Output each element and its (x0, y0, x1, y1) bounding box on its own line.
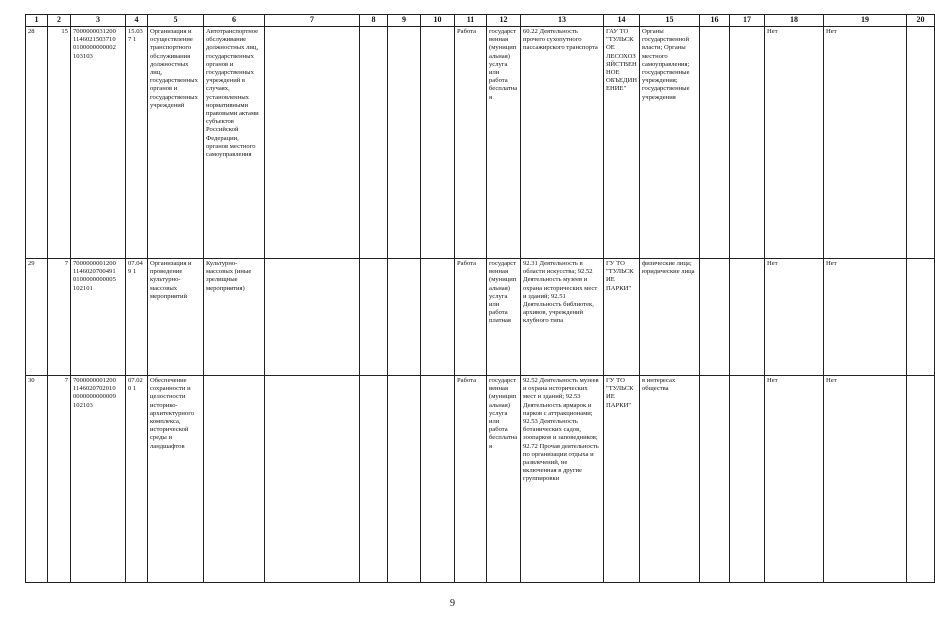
header-cell: 14 (604, 15, 640, 27)
header-cell: 13 (521, 15, 604, 27)
header-cell: 3 (71, 15, 126, 27)
table-cell: государственная (муниципальная) услуга или работа платная (487, 259, 521, 376)
header-cell: 5 (148, 15, 204, 27)
table-cell: 07.049 1 (126, 259, 148, 376)
activity-codes: 60.22 Деятельность прочего сухопутного пассажирского транспорта (521, 27, 604, 259)
table-cell: государственная (муниципальная) услуга или работа бесплатная (487, 27, 521, 259)
table-cell (388, 376, 421, 583)
page-number: 9 (450, 598, 455, 609)
table-cell (388, 27, 421, 259)
table-cell: Нет (824, 259, 907, 376)
table-cell: Работа (455, 27, 487, 259)
institution-name: ГУ ТО "ТУЛЬСКИЕ ПАРКИ" (604, 376, 640, 583)
table-cell (388, 259, 421, 376)
table-cell (204, 376, 265, 583)
table-cell (700, 259, 730, 376)
table-cell (421, 259, 455, 376)
table-row (26, 27, 935, 259)
table-cell (360, 376, 388, 583)
table-cell: Нет (765, 259, 824, 376)
service-name: Обеспечение сохранности и целостности историко-архитектурного комплекса, исторической среды и ландшафтов (148, 376, 204, 583)
institution-name: ГУ ТО "ТУЛЬСКИЕ ПАРКИ" (604, 259, 640, 376)
table-cell (265, 376, 360, 583)
table-cell: Культурно-массовых (иные зрелищные мероприятия) (204, 259, 265, 376)
table-cell (265, 259, 360, 376)
header-cell: 15 (640, 15, 700, 27)
registry-code: 7000000001200 1146020702010 0000000000009 102103 (71, 376, 126, 583)
table-cell (421, 376, 455, 583)
header-cell: 20 (907, 15, 935, 27)
table-cell (730, 376, 765, 583)
table-cell: Автотранспортное обслуживание должностных лиц, государственных органов и государственных учреждений в случаях, установленных нормативными правовыми актами субъектов Российской Федерации, органов местного самоуправления (204, 27, 265, 259)
table-cell: государственная (муниципальная) услуга или работа бесплатная (487, 376, 521, 583)
header-cell: 4 (126, 15, 148, 27)
registry-code: 7000000001200 1146020700491 0100000000005 102101 (71, 259, 126, 376)
service-name: Организация и проведение культурно-массовых мероприятий (148, 259, 204, 376)
table-cell: Нет (824, 376, 907, 583)
table-cell (421, 27, 455, 259)
header-cell: 10 (421, 15, 455, 27)
table-cell (730, 27, 765, 259)
table-cell: Нет (824, 27, 907, 259)
row-number: 30 (26, 376, 48, 583)
consumers: физические лица; юридические лица (640, 259, 700, 376)
row-number: 28 (26, 27, 48, 259)
table-cell: Нет (765, 27, 824, 259)
table-cell: Работа (455, 259, 487, 376)
table-cell: 7 (48, 259, 71, 376)
table-cell (730, 259, 765, 376)
activity-codes: 92.52 Деятельность музеев и охрана исторических мест и зданий; 92.53 Деятельность ярмарок и парков с аттракционами; 92.53 Деятельность ботанических садов, зоопарков и заповедников; 92.72 Прочая деятельность по организации отдыха и развлечений, не включенная в другие группировки (521, 376, 604, 583)
header-cell: 17 (730, 15, 765, 27)
consumers: Органы государственной власти; Органы местного самоуправления; государственные учреждения; государственные учреждения (640, 27, 700, 259)
header-cell: 9 (388, 15, 421, 27)
header-row (26, 15, 935, 27)
register-table (25, 14, 935, 583)
service-name: Организация и осуществление транспортного обслуживания должностных лиц, государственных органов и государственных учреждений (148, 27, 204, 259)
registry-code: 7000000031200 1146021503710 0100000000002 103103 (71, 27, 126, 259)
table-cell (907, 27, 935, 259)
table-cell: Работа (455, 376, 487, 583)
header-cell: 1 (26, 15, 48, 27)
institution-name: ГАУ ТО "ТУЛЬСКОЕ ЛЕСОХОЗЯЙСТВЕННОЕ ОБЪЕДИНЕНИЕ" (604, 27, 640, 259)
header-cell: 6 (204, 15, 265, 27)
table-cell (265, 27, 360, 259)
header-cell: 2 (48, 15, 71, 27)
table-cell: 7 (48, 376, 71, 583)
table-cell (907, 376, 935, 583)
header-cell: 12 (487, 15, 521, 27)
table-cell (907, 259, 935, 376)
table-cell: Нет (765, 376, 824, 583)
table-cell: 15.037 1 (126, 27, 148, 259)
header-cell: 7 (265, 15, 360, 27)
table-cell (360, 27, 388, 259)
consumers: в интересах общества (640, 376, 700, 583)
table-cell: 15 (48, 27, 71, 259)
table-cell (700, 376, 730, 583)
header-cell: 8 (360, 15, 388, 27)
table-cell (700, 27, 730, 259)
table-row (26, 259, 935, 376)
header-cell: 19 (824, 15, 907, 27)
header-cell: 16 (700, 15, 730, 27)
row-number: 29 (26, 259, 48, 376)
activity-codes: 92.31 Деятельность в области искусства; 92.52 Деятельность музеев и охрана исторических мест и зданий; 92.51 Деятельность библиотек, архивов, учреждений клубного типа (521, 259, 604, 376)
table-cell: 07.020 1 (126, 376, 148, 583)
table-cell (360, 259, 388, 376)
header-cell: 11 (455, 15, 487, 27)
table-row (26, 376, 935, 583)
header-cell: 18 (765, 15, 824, 27)
